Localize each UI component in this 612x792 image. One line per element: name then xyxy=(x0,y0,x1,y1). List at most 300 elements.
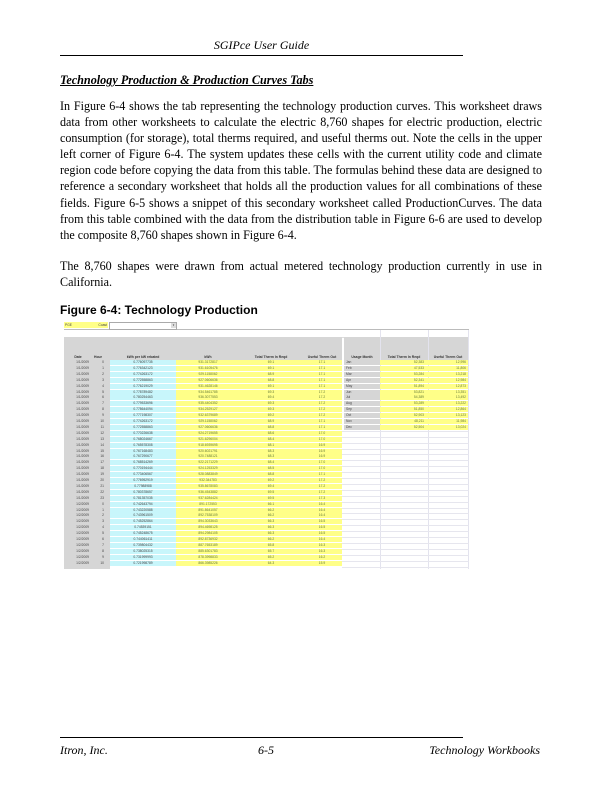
total-therm-cell: 69.3 xyxy=(240,401,302,406)
kwh-per-kw-cell: 0.742643794 xyxy=(110,502,176,507)
hour-cell: 1 xyxy=(102,507,104,512)
useful-therm-cell: 16.9 xyxy=(302,454,342,459)
kwh-cell: 931.4628146 xyxy=(176,384,240,389)
total-therm-cell: 68.8 xyxy=(240,378,302,383)
useful-therm-cell: 16.9 xyxy=(302,443,342,448)
grid-line xyxy=(342,513,469,514)
month-name-cell: Mar xyxy=(344,372,380,377)
grid-line xyxy=(342,472,469,473)
month-total-therm-cell: 53,284 xyxy=(380,372,428,377)
kwh-cell: 887.7653189 xyxy=(176,543,240,548)
total-therm-cell: 66.3 xyxy=(240,519,302,524)
footer-page-number: 6-5 xyxy=(258,743,274,757)
total-therm-cell: 68.9 xyxy=(240,372,302,377)
kwh-cell: 931.3172817 xyxy=(176,360,240,365)
date-cell: 1/1/2009 xyxy=(76,407,89,412)
date-cell: 1/1/2009 xyxy=(76,454,89,459)
hour-cell: 4 xyxy=(102,525,104,530)
useful-therm-cell: 17.2 xyxy=(302,390,342,395)
date-cell: 1/1/2009 xyxy=(76,401,89,406)
kwh-cell: 921.6296004 xyxy=(176,437,240,442)
climate-region-cell: Coast xyxy=(86,322,108,328)
kwh-per-kw-cell: 0.721998789 xyxy=(110,561,176,566)
selector-dropdown[interactable] xyxy=(109,322,177,330)
grid-line xyxy=(342,567,469,568)
col-header-hour: Hour xyxy=(94,355,102,359)
date-cell: 1/1/2009 xyxy=(76,395,89,400)
kwh-cell: 891.8641057 xyxy=(176,508,240,513)
total-therm-cell: 68.8 xyxy=(240,472,302,477)
date-cell: 1/2/2009 xyxy=(76,513,89,518)
useful-therm-cell: 16.4 xyxy=(302,513,342,518)
date-cell: 1/1/2009 xyxy=(76,371,89,376)
grid-line xyxy=(342,460,469,461)
hour-cell: 22 xyxy=(100,489,104,494)
date-cell: 1/1/2009 xyxy=(76,472,89,477)
hour-cell: 7 xyxy=(102,542,104,547)
month-row xyxy=(344,378,469,383)
hour-cell: 8 xyxy=(102,407,104,412)
useful-therm-cell: 16.9 xyxy=(302,449,342,454)
total-therm-cell: 68.3 xyxy=(240,449,302,454)
kwh-cell: 891.172553 xyxy=(176,502,240,507)
total-therm-cell: 69.3 xyxy=(240,390,302,395)
useful-therm-cell: 17.0 xyxy=(302,431,342,436)
date-cell: 1/2/2009 xyxy=(76,519,89,524)
grid-line xyxy=(342,531,469,532)
month-total-therm-cell: 52,383 xyxy=(380,360,428,365)
total-therm-cell: 65.2 xyxy=(240,555,302,560)
useful-therm-cell: 17.2 xyxy=(302,401,342,406)
kwh-per-kw-cell: 0.743961509 xyxy=(110,513,176,518)
kwh-per-kw-cell: 0.781357035 xyxy=(110,496,176,501)
kwh-per-kw-cell: 0.743220588 xyxy=(110,508,176,513)
useful-therm-cell: 17.1 xyxy=(302,425,342,430)
month-useful-therm-cell: 12,984 xyxy=(428,378,468,383)
useful-therm-cell: 17.2 xyxy=(302,413,342,418)
hour-cell: 5 xyxy=(102,389,104,394)
month-name-cell: May xyxy=(344,384,380,389)
total-therm-cell: 65.8 xyxy=(240,543,302,548)
hour-cell: 4 xyxy=(102,383,104,388)
kwh-cell: 929.1158062 xyxy=(176,419,240,424)
kwh-cell: 931.6105476 xyxy=(176,366,240,371)
kwh-per-kw-cell: 0.767168483 xyxy=(110,449,176,454)
date-cell: 1/1/2009 xyxy=(76,442,89,447)
kwh-per-kw-cell: 0.772558863 xyxy=(110,378,176,383)
grid-line xyxy=(342,555,469,556)
kwh-cell: 937.6284424 xyxy=(176,496,240,501)
section-title: Technology Production & Production Curves Tabs xyxy=(60,73,314,87)
grid-line xyxy=(342,502,469,503)
kwh-per-kw-cell: 0.768024667 xyxy=(110,437,176,442)
month-name-cell: Nov xyxy=(344,419,380,424)
month-total-therm-cell: 51,850 xyxy=(380,407,428,412)
month-row xyxy=(344,366,469,371)
total-therm-cell: 64.3 xyxy=(240,561,302,566)
grid-line xyxy=(342,561,469,562)
total-therm-cell: 68.4 xyxy=(240,460,302,465)
hour-cell: 15 xyxy=(100,448,104,453)
kwh-per-kw-cell: 0.776342123 xyxy=(110,366,176,371)
useful-therm-cell: 17.2 xyxy=(302,484,342,489)
date-cell: 1/2/2009 xyxy=(76,554,89,559)
hour-cell: 3 xyxy=(102,519,104,524)
selector-bar xyxy=(64,322,469,330)
chevron-down-icon[interactable]: ▾ xyxy=(172,323,175,327)
grid-line xyxy=(342,496,469,497)
total-therm-cell: 66.3 xyxy=(240,525,302,530)
kwh-cell: 934.5461785 xyxy=(176,390,240,395)
body-paragraph-1: In Figure 6-4 shows the tab representing the technology production curves. This worksheet draws data from other worksheets to calculate the electric 8,760 shapes for electric production, electric consumption (for storage), total therms required, and useful therms out. Note the cells in the upper left corner of Figure 6-4. The system updates these cells with the current utility code and climate region code before copying the data from this table. The formulas behind these data are designed to reference a secondary worksheet that holds all the production values for all combinations of these fields. Figure 6-5 shows a snippet of this secondary worksheet called ProductionCurves. The data from this table combined with the data from the distribution table in Figure 6-6 are used to develop the composite 8,760 shapes shown in Figure 6-4. xyxy=(60,99,542,242)
kwh-cell: 918.6939695 xyxy=(176,443,240,448)
grid-line xyxy=(342,543,469,544)
month-row xyxy=(344,384,469,389)
month-useful-therm-cell: 13,123 xyxy=(428,413,468,418)
total-therm-cell: 69.1 xyxy=(240,360,302,365)
month-total-therm-cell: 53,821 xyxy=(380,390,428,395)
useful-therm-cell: 16.4 xyxy=(302,508,342,513)
total-therm-cell: 65.7 xyxy=(240,549,302,554)
kwh-cell: 924.1253329 xyxy=(176,466,240,471)
kwh-cell: 920.6021791 xyxy=(176,449,240,454)
month-row xyxy=(344,413,469,418)
kwh-per-kw-cell: 0.774263172 xyxy=(110,372,176,377)
kwh-per-kw-cell: 0.777198307 xyxy=(110,413,176,418)
col-header-month-total-therm: Total Therm In Reqd xyxy=(387,355,421,359)
kwh-cell: 922.2171229 xyxy=(176,460,240,465)
grid-line xyxy=(342,490,469,491)
kwh-per-kw-cell: 0.780254463 xyxy=(110,395,176,400)
kwh-cell: 932.6379689 xyxy=(176,413,240,418)
useful-therm-cell: 17.1 xyxy=(302,419,342,424)
kwh-cell: 934.2529127 xyxy=(176,407,240,412)
kwh-per-kw-cell: 0.774263172 xyxy=(110,419,176,424)
date-cell: 1/1/2009 xyxy=(76,419,89,423)
col-header-total-therm: Total Therm In Reqd xyxy=(254,355,288,359)
date-cell: 1/1/2009 xyxy=(76,466,89,471)
hour-cell: 6 xyxy=(102,537,104,541)
useful-therm-cell: 17.0 xyxy=(302,437,342,442)
col-header-usage-month: Usage Month xyxy=(351,355,373,359)
useful-therm-cell: 17.0 xyxy=(302,466,342,471)
useful-therm-cell: 16.2 xyxy=(302,555,342,560)
useful-therm-cell: 17.1 xyxy=(302,384,342,389)
total-therm-cell: 68.5 xyxy=(240,466,302,471)
kwh-per-kw-cell: 0.780378657 xyxy=(110,490,176,495)
kwh-cell: 935.4404352 xyxy=(176,401,240,406)
kwh-cell: 928.0883849 xyxy=(176,472,240,477)
useful-therm-cell: 17.0 xyxy=(302,460,342,465)
col-header-kwh: kWh xyxy=(204,355,212,359)
kwh-per-kw-cell: 0.778789482 xyxy=(110,390,176,395)
kwh-per-kw-cell: 0.739804432 xyxy=(110,543,176,548)
month-total-therm-cell: 52,341 xyxy=(380,378,428,383)
total-therm-cell: 69.2 xyxy=(240,478,302,483)
month-row xyxy=(344,372,469,377)
kwh-per-kw-cell: 0.738025315 xyxy=(110,549,176,554)
month-row xyxy=(344,401,469,406)
utility-code-cell: PGE xyxy=(64,322,87,328)
useful-therm-cell: 17.1 xyxy=(302,360,342,365)
hour-cell: 0 xyxy=(102,501,104,506)
hour-cell: 8 xyxy=(102,548,104,553)
month-name-cell: Dec xyxy=(344,425,380,430)
useful-therm-cell: 16.4 xyxy=(302,537,342,542)
useful-therm-cell: 16.5 xyxy=(302,519,342,524)
hour-cell: 11 xyxy=(100,424,104,429)
grid-line xyxy=(342,549,469,550)
kwh-per-kw-cell: 0.773406567 xyxy=(110,472,176,477)
total-therm-cell: 68.1 xyxy=(240,443,302,448)
month-name-cell: Jun xyxy=(344,390,380,395)
month-total-therm-cell: 47,533 xyxy=(380,366,428,371)
kwh-cell: 920.7488121 xyxy=(176,454,240,459)
month-name-cell: Feb xyxy=(344,366,380,371)
hour-cell: 9 xyxy=(102,554,104,559)
kwh-per-kw-cell: 0.770226638 xyxy=(110,431,176,436)
month-useful-therm-cell: 11,984 xyxy=(428,419,468,424)
hour-cell: 23 xyxy=(100,495,104,500)
useful-therm-cell: 16.3 xyxy=(302,549,342,554)
month-total-therm-cell: 48,211 xyxy=(380,419,428,424)
kwh-per-kw-cell: 0.776219029 xyxy=(110,384,176,389)
hour-cell: 10 xyxy=(100,560,104,565)
hour-cell: 3 xyxy=(102,377,104,382)
hour-cell: 19 xyxy=(100,472,104,477)
useful-therm-cell: 17.1 xyxy=(302,378,342,383)
grid-line xyxy=(342,449,469,450)
date-cell: 1/1/2009 xyxy=(76,460,89,465)
kwh-cell: 927.0606636 xyxy=(176,425,240,430)
month-name-cell: Apr xyxy=(344,378,380,383)
hour-cell: 6 xyxy=(102,395,104,400)
kwh-per-kw-cell: 0.74539151 xyxy=(110,525,176,530)
hour-cell: 18 xyxy=(100,466,104,471)
month-row xyxy=(344,360,469,365)
month-useful-therm-cell: 12,873 xyxy=(428,384,468,389)
date-cell: 1/2/2009 xyxy=(76,531,89,536)
kwh-per-kw-cell: 0.765578308 xyxy=(110,443,176,448)
hour-cell: 7 xyxy=(102,401,104,406)
col-header-date: Date xyxy=(74,355,82,359)
total-therm-cell: 68.3 xyxy=(240,454,302,459)
grid-line xyxy=(342,443,469,444)
month-useful-therm-cell: 11,806 xyxy=(428,366,468,371)
grid-line xyxy=(342,519,469,520)
kwh-per-kw-cell: 0.778644094 xyxy=(110,407,176,412)
month-row xyxy=(344,425,469,430)
total-therm-cell: 69.1 xyxy=(240,384,302,389)
hour-cell: 10 xyxy=(100,419,104,423)
month-row xyxy=(344,419,469,424)
spreadsheet-figure xyxy=(64,322,469,569)
month-name-cell: Oct xyxy=(344,413,380,418)
date-cell: 1/1/2009 xyxy=(76,383,89,388)
kwh-cell: 935.8678083 xyxy=(176,484,240,489)
date-cell: 1/1/2009 xyxy=(76,478,89,482)
grid-line xyxy=(342,431,469,432)
date-cell: 1/1/2009 xyxy=(76,389,89,394)
kwh-cell: 878.3998833 xyxy=(176,555,240,560)
month-useful-therm-cell: 13,024 xyxy=(428,425,468,430)
total-therm-cell: 66.2 xyxy=(240,508,302,513)
footer-company: Itron, Inc. xyxy=(60,743,108,757)
hour-cell: 1 xyxy=(102,365,104,370)
kwh-per-kw-cell: 0.744061411 xyxy=(110,537,176,542)
date-cell: 1/1/2009 xyxy=(76,448,89,453)
kwh-per-kw-cell: 0.745248675 xyxy=(110,531,176,536)
kwh-cell: 885.6301783 xyxy=(176,549,240,554)
month-total-therm-cell: 53,289 xyxy=(380,401,428,406)
figure-title: Figure 6-4: Technology Production xyxy=(60,303,258,317)
body-paragraph-2: The 8,760 shapes were drawn from actual metered technology production currently in use in California. xyxy=(60,259,542,290)
col-header-month-useful-therm: Useful Therm Out xyxy=(433,355,463,359)
month-total-therm-cell: 52,903 xyxy=(380,413,428,418)
hour-cell: 2 xyxy=(102,371,104,376)
total-therm-cell: 69.2 xyxy=(240,413,302,418)
date-cell: 1/1/2009 xyxy=(76,489,89,494)
date-cell: 1/1/2009 xyxy=(76,436,89,441)
date-cell: 1/1/2009 xyxy=(76,360,89,364)
hour-cell: 14 xyxy=(100,442,104,447)
total-therm-cell: 68.8 xyxy=(240,425,302,430)
total-therm-cell: 69.4 xyxy=(240,484,302,489)
grid-line xyxy=(342,478,469,479)
month-total-therm-cell: 54,389 xyxy=(380,395,428,400)
month-useful-therm-cell: 13,492 xyxy=(428,395,468,400)
hour-cell: 16 xyxy=(100,454,104,459)
col-header-kwh-per-kw: kWh per kW rebated xyxy=(126,355,160,359)
kwh-per-kw-cell: 0.745252864 xyxy=(110,519,176,524)
month-row xyxy=(344,395,469,400)
month-useful-therm-cell: 13,222 xyxy=(428,401,468,406)
month-name-cell: Jul xyxy=(344,395,380,400)
hour-cell: 2 xyxy=(102,513,104,518)
grid-line xyxy=(342,525,469,526)
date-cell: 1/1/2009 xyxy=(76,377,89,382)
date-cell: 1/1/2009 xyxy=(76,495,89,500)
month-name-cell: Sep xyxy=(344,407,380,412)
useful-therm-cell: 15.9 xyxy=(302,561,342,566)
month-name-cell: Aug xyxy=(344,401,380,406)
kwh-cell: 894.3033643 xyxy=(176,519,240,524)
date-cell: 1/2/2009 xyxy=(76,548,89,553)
useful-therm-cell: 16.5 xyxy=(302,531,342,536)
running-header: SGIPce User Guide xyxy=(213,38,310,52)
date-cell: 1/2/2009 xyxy=(76,507,89,512)
kwh-per-kw-cell: 0.772558863 xyxy=(110,425,176,430)
useful-therm-cell: 17.2 xyxy=(302,407,342,412)
header-rule xyxy=(60,55,463,56)
date-cell: 1/2/2009 xyxy=(76,537,89,541)
total-therm-cell: 66.3 xyxy=(240,531,302,536)
month-row xyxy=(344,407,469,412)
grid-line xyxy=(342,454,469,455)
useful-therm-cell: 17.2 xyxy=(302,490,342,495)
month-useful-therm-cell: 12,996 xyxy=(428,360,468,365)
total-therm-cell: 69.5 xyxy=(240,490,302,495)
kwh-cell: 936.3077553 xyxy=(176,395,240,400)
kwh-cell: 866.3985226 xyxy=(176,561,240,566)
col-header-useful-therm: Useful Therm Out xyxy=(307,355,337,359)
kwh-cell: 936.4543882 xyxy=(176,490,240,495)
date-cell: 1/2/2009 xyxy=(76,501,89,506)
hour-cell: 21 xyxy=(100,483,104,488)
date-cell: 1/1/2009 xyxy=(76,424,89,429)
grid-line xyxy=(342,508,469,509)
hour-cell: 17 xyxy=(100,460,104,465)
kwh-cell: 932.344783 xyxy=(176,478,240,483)
hour-cell: 5 xyxy=(102,531,104,536)
hour-cell: 12 xyxy=(100,430,104,435)
month-name-cell: Jan xyxy=(344,360,380,365)
kwh-cell: 894.2984105 xyxy=(176,531,240,536)
month-useful-therm-cell: 13,218 xyxy=(428,372,468,377)
useful-therm-cell: 17.2 xyxy=(302,478,342,483)
grid-line xyxy=(342,537,469,538)
kwh-per-kw-cell: 0.776952919 xyxy=(110,478,176,483)
hour-cell: 13 xyxy=(100,436,104,441)
useful-therm-cell: 16.5 xyxy=(302,525,342,530)
useful-therm-cell: 16.3 xyxy=(302,543,342,548)
footer-rule xyxy=(60,737,463,738)
total-therm-cell: 69.1 xyxy=(240,366,302,371)
kwh-per-kw-cell: 0.779533696 xyxy=(110,401,176,406)
useful-therm-cell: 17.2 xyxy=(302,395,342,400)
useful-therm-cell: 17.1 xyxy=(302,372,342,377)
total-therm-cell: 69.5 xyxy=(240,496,302,501)
date-cell: 1/1/2009 xyxy=(76,413,89,418)
grid-line xyxy=(342,466,469,467)
hour-cell: 20 xyxy=(100,478,104,482)
month-useful-therm-cell: 12,864 xyxy=(428,407,468,412)
total-therm-cell: 68.9 xyxy=(240,419,302,424)
footer-section: Technology Workbooks xyxy=(429,743,540,757)
date-cell: 1/2/2009 xyxy=(76,525,89,530)
total-therm-cell: 68.6 xyxy=(240,431,302,436)
hour-cell: 0 xyxy=(102,360,104,364)
useful-therm-cell: 16.4 xyxy=(302,502,342,507)
kwh-cell: 892.8736932 xyxy=(176,537,240,542)
kwh-cell: 927.0606636 xyxy=(176,378,240,383)
grid-line xyxy=(342,484,469,485)
month-total-therm-cell: 52,504 xyxy=(380,425,428,430)
total-therm-cell: 66.1 xyxy=(240,502,302,507)
date-cell: 1/1/2009 xyxy=(76,483,89,488)
date-cell: 1/2/2009 xyxy=(76,560,89,565)
date-cell: 1/2/2009 xyxy=(76,542,89,547)
kwh-cell: 929.1158062 xyxy=(176,372,240,377)
month-row xyxy=(344,390,469,395)
useful-therm-cell: 17.1 xyxy=(302,472,342,477)
kwh-per-kw-cell: 0.768514269 xyxy=(110,460,176,465)
kwh-per-kw-cell: 0.77988988 xyxy=(110,484,176,489)
kwh-cell: 924.2719655 xyxy=(176,431,240,436)
total-therm-cell: 66.2 xyxy=(240,537,302,542)
total-therm-cell: 68.4 xyxy=(240,437,302,442)
total-therm-cell: 69.3 xyxy=(240,407,302,412)
date-cell: 1/1/2009 xyxy=(76,430,89,435)
kwh-per-kw-cell: 0.767290677 xyxy=(110,454,176,459)
kwh-per-kw-cell: 0.770194444 xyxy=(110,466,176,471)
date-cell: 1/1/2009 xyxy=(76,365,89,370)
hour-cell: 9 xyxy=(102,413,104,418)
kwh-cell: 894.4698125 xyxy=(176,525,240,530)
total-therm-cell: 69.4 xyxy=(240,395,302,400)
kwh-cell: 892.7538109 xyxy=(176,513,240,518)
kwh-per-kw-cell: 0.776097735 xyxy=(110,360,176,365)
